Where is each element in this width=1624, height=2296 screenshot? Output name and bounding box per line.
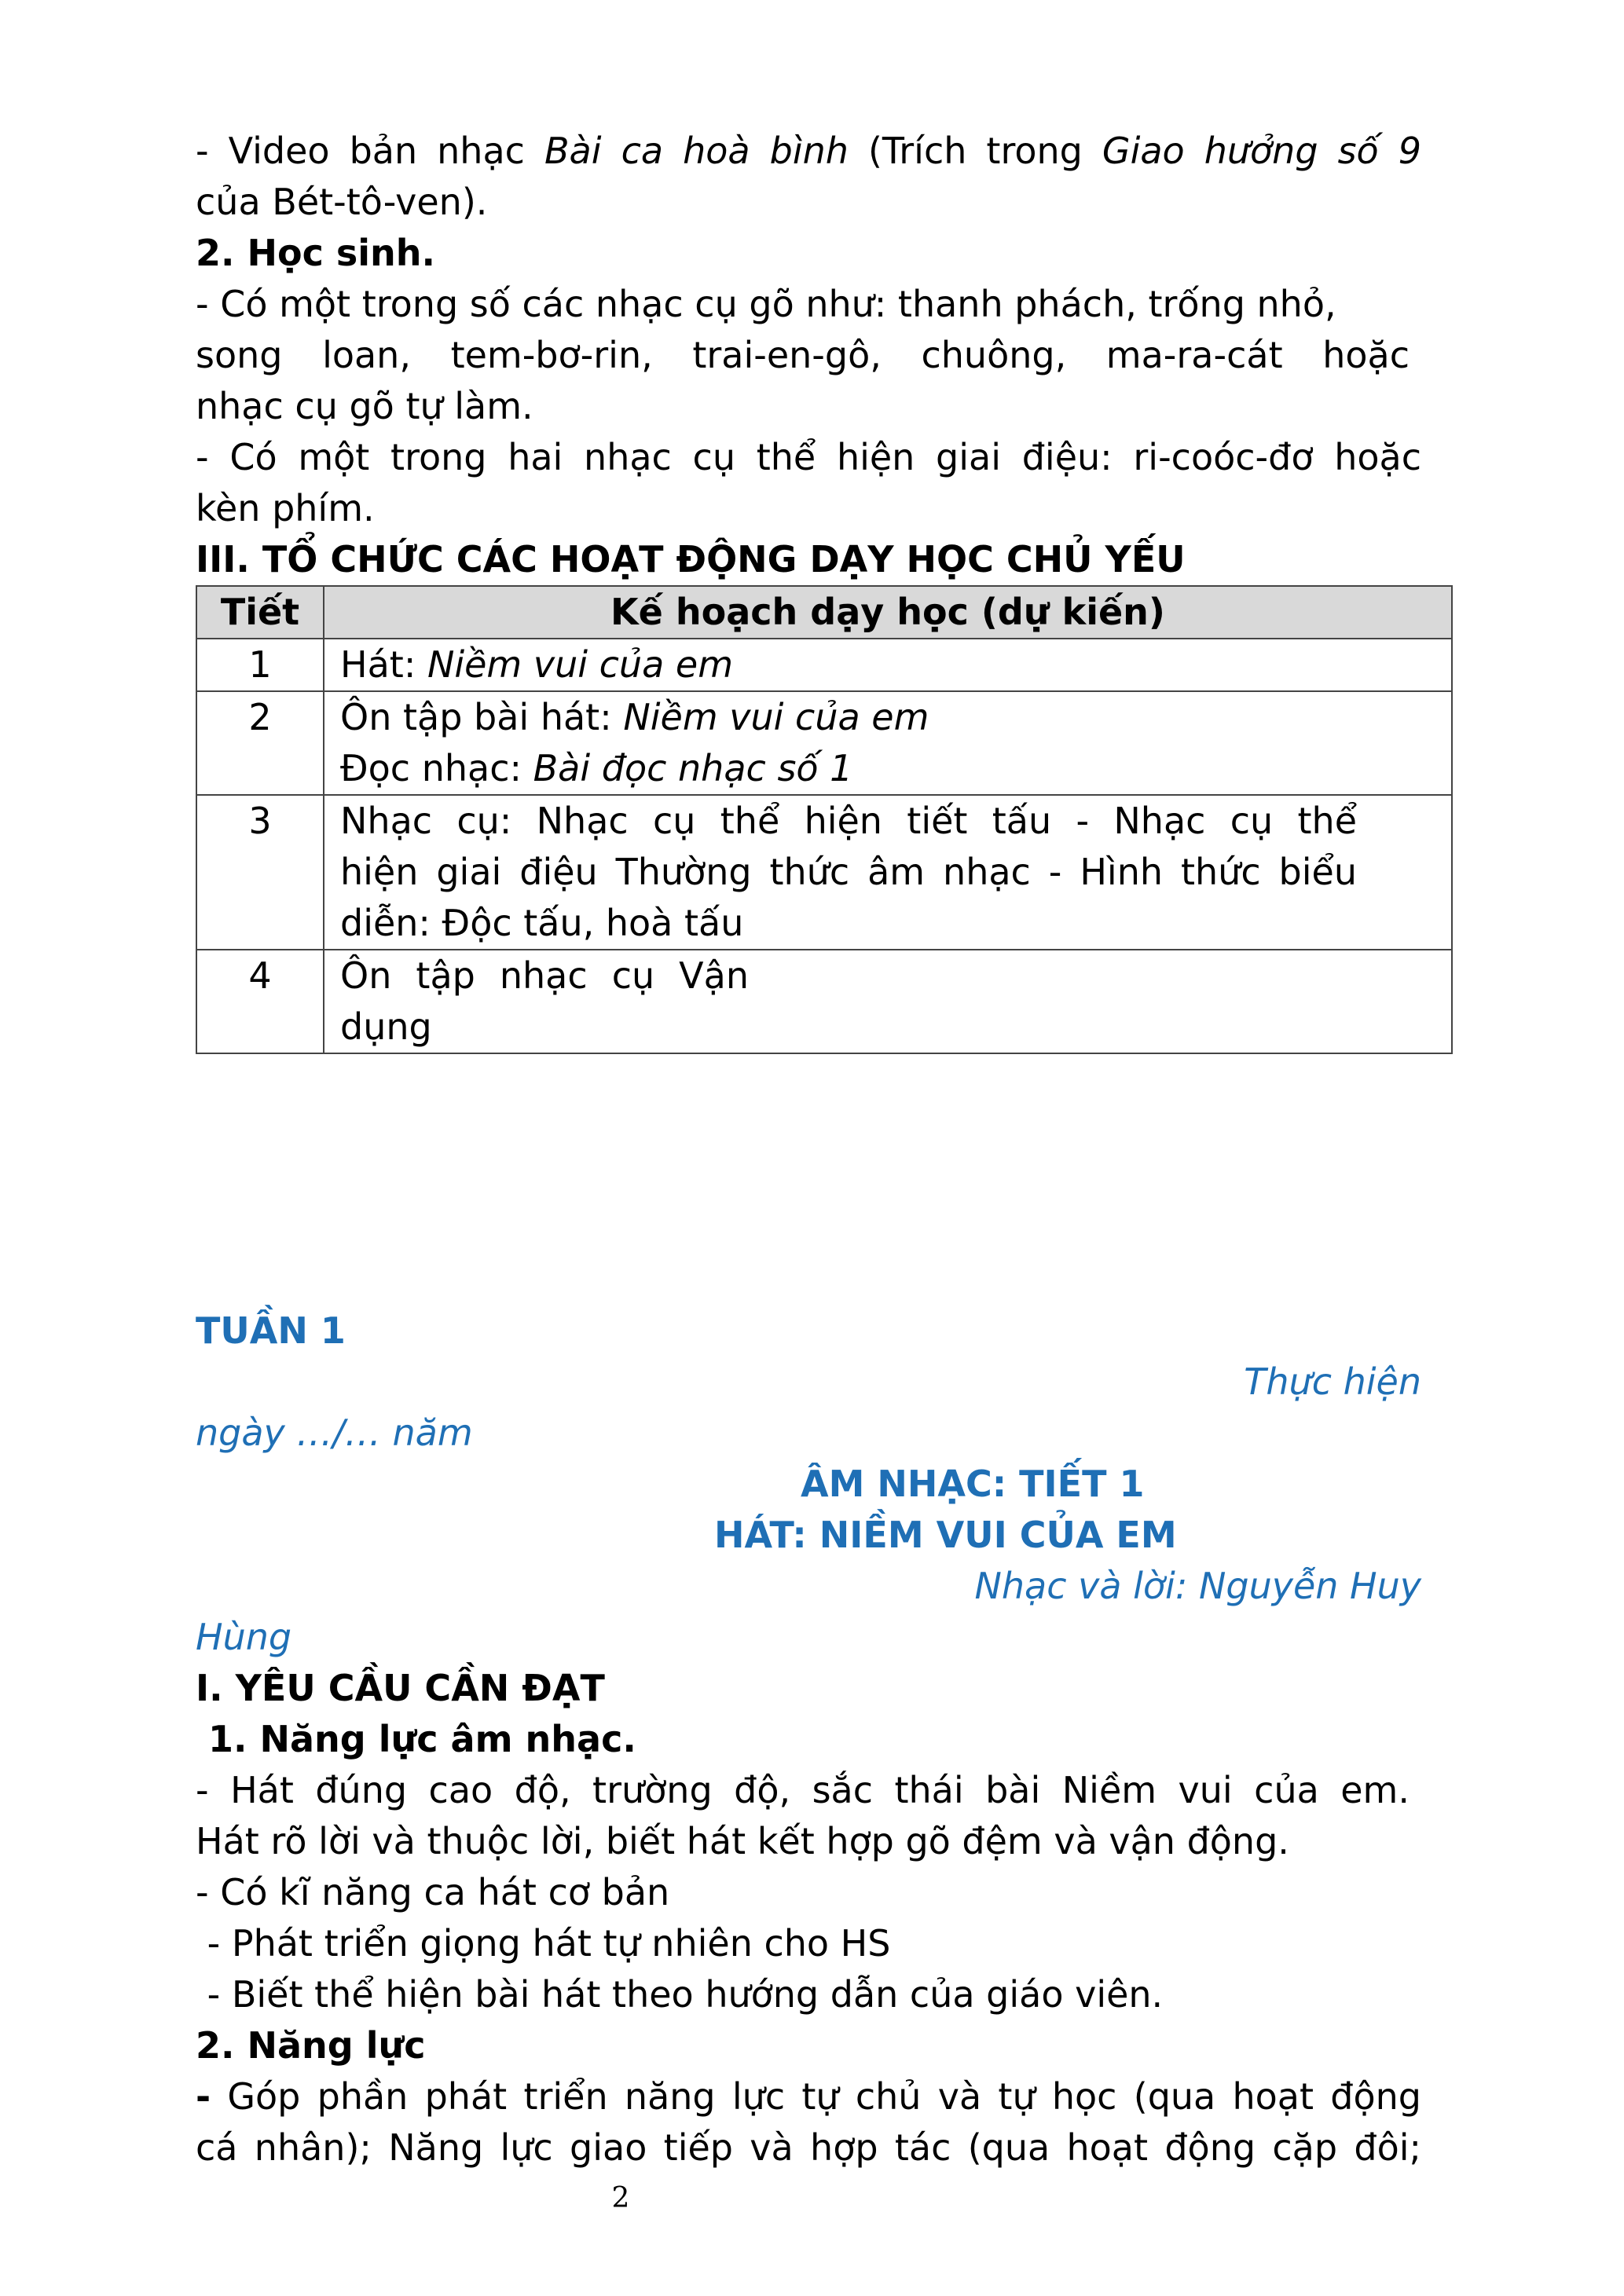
requirements-heading: I. YÊU CẦU CẦN ĐẠT [196, 1667, 605, 1709]
date-line-1: Thực hiện [1244, 1360, 1421, 1403]
req-line-5: - Biết thể hiện bài hát theo hướng dẫn của giáo viên. [196, 1973, 1164, 2016]
spacer [196, 1054, 1421, 1305]
students-heading: 2. Học sinh. [196, 232, 435, 274]
req-line-2: Hát rõ lời và thuộc lời, biết hát kết hợp gõ đệm và vận động. [196, 1820, 1289, 1862]
students-line-4: - Có một trong hai nhạc cụ thể hiện giai điệu: ri-coóc-đơ hoặc [196, 436, 1421, 478]
music-ability-heading: 1. Năng lực âm nhạc. [196, 1718, 636, 1760]
row-line [340, 692, 1357, 743]
table-header-row [196, 586, 1452, 639]
row-line [340, 743, 1357, 794]
row-line: Ôn tập nhạc cụ Vận [340, 954, 749, 997]
row-number: 4 [196, 950, 324, 1053]
reading-title: Bài đọc nhạc số 1 [533, 747, 853, 789]
video-title: Bài ca hoà bình [544, 130, 849, 172]
video-line [196, 126, 1421, 177]
table-row [196, 795, 1452, 950]
dash: - [196, 2075, 211, 2118]
req-line-7: cá nhân); Năng lực giao tiếp và hợp tác (qua hoạt động cặp đôi; [196, 2126, 1421, 2169]
row-number: 2 [196, 691, 324, 795]
req-line-4: - Phát triển giọng hát tự nhiên cho HS [196, 1922, 891, 1965]
text: Ôn tập bài hát: [340, 696, 624, 738]
table-row [196, 950, 1452, 1053]
students-line-1: - Có một trong số các nhạc cụ gõ như: thanh phách, trống nhỏ, [196, 283, 1336, 325]
page-content [196, 126, 1421, 2173]
students-line-5: kèn phím. [196, 487, 375, 529]
date-line-2: ngày …/… năm [196, 1412, 473, 1454]
row-plan [324, 950, 1452, 1053]
table-row [196, 639, 1452, 691]
req-line-6 [196, 2071, 1421, 2122]
req-line-1: - Hát đúng cao độ, trường độ, sắc thái bài Niềm vui của em. [196, 1769, 1410, 1811]
song-title: Niềm vui của em [623, 696, 929, 738]
students-line-3: nhạc cụ gõ tự làm. [196, 385, 533, 427]
row-line: hiện giai điệu Thường thức âm nhạc - Hình thức biểu [340, 851, 1357, 893]
req-line-3: - Có kĩ năng ca hát cơ bản [196, 1871, 670, 1913]
lesson-plan-table [196, 585, 1453, 1054]
text: Đọc nhạc: [340, 747, 533, 789]
row-plan [324, 639, 1452, 691]
row-line: dụng [340, 1005, 432, 1048]
text: Hát: [340, 643, 427, 686]
author-line-1: Nhạc và lời: Nguyễn Huy [974, 1565, 1421, 1607]
ability-heading: 2. Năng lực [196, 2024, 426, 2067]
row-line: Nhạc cụ: Nhạc cụ thể hiện tiết tấu - Nhạc cụ thể [340, 800, 1357, 842]
row-line: diễn: Độc tấu, hoà tấu [340, 902, 744, 944]
video-source: Giao hưởng số 9 [1102, 130, 1421, 172]
students-line-2: song loan, tem-bơ-rin, trai-en-gô, chuông, ma-ra-cát hoặc [196, 334, 1410, 376]
song-title: Niềm vui của em [427, 643, 734, 686]
text: Góp phần phát triển năng lực tự chủ và tự học (qua hoạt động [211, 2075, 1421, 2118]
row-plan [324, 691, 1452, 795]
section-3-heading: III. TỔ CHỨC CÁC HOẠT ĐỘNG DẠY HỌC CHỦ YẾU [196, 538, 1186, 580]
author-line-2: Hùng [196, 1616, 292, 1658]
text: - Video bản nhạc [196, 130, 544, 172]
page-number: 2 [611, 2182, 630, 2214]
table-row [196, 691, 1452, 795]
week-title: TUẦN 1 [196, 1309, 346, 1352]
song-title-heading: HÁT: NIỀM VUI CỦA EM [714, 1514, 1177, 1556]
row-plan [324, 795, 1452, 950]
row-number: 3 [196, 795, 324, 950]
header-tiet: Tiết [196, 586, 324, 639]
header-plan: Kế hoạch dạy học (dự kiến) [324, 586, 1452, 639]
text: (Trích trong [848, 130, 1102, 172]
lesson-title: ÂM NHẠC: TIẾT 1 [801, 1463, 1145, 1505]
row-number: 1 [196, 639, 324, 691]
video-line-2: của Bét-tô-ven). [196, 181, 488, 223]
